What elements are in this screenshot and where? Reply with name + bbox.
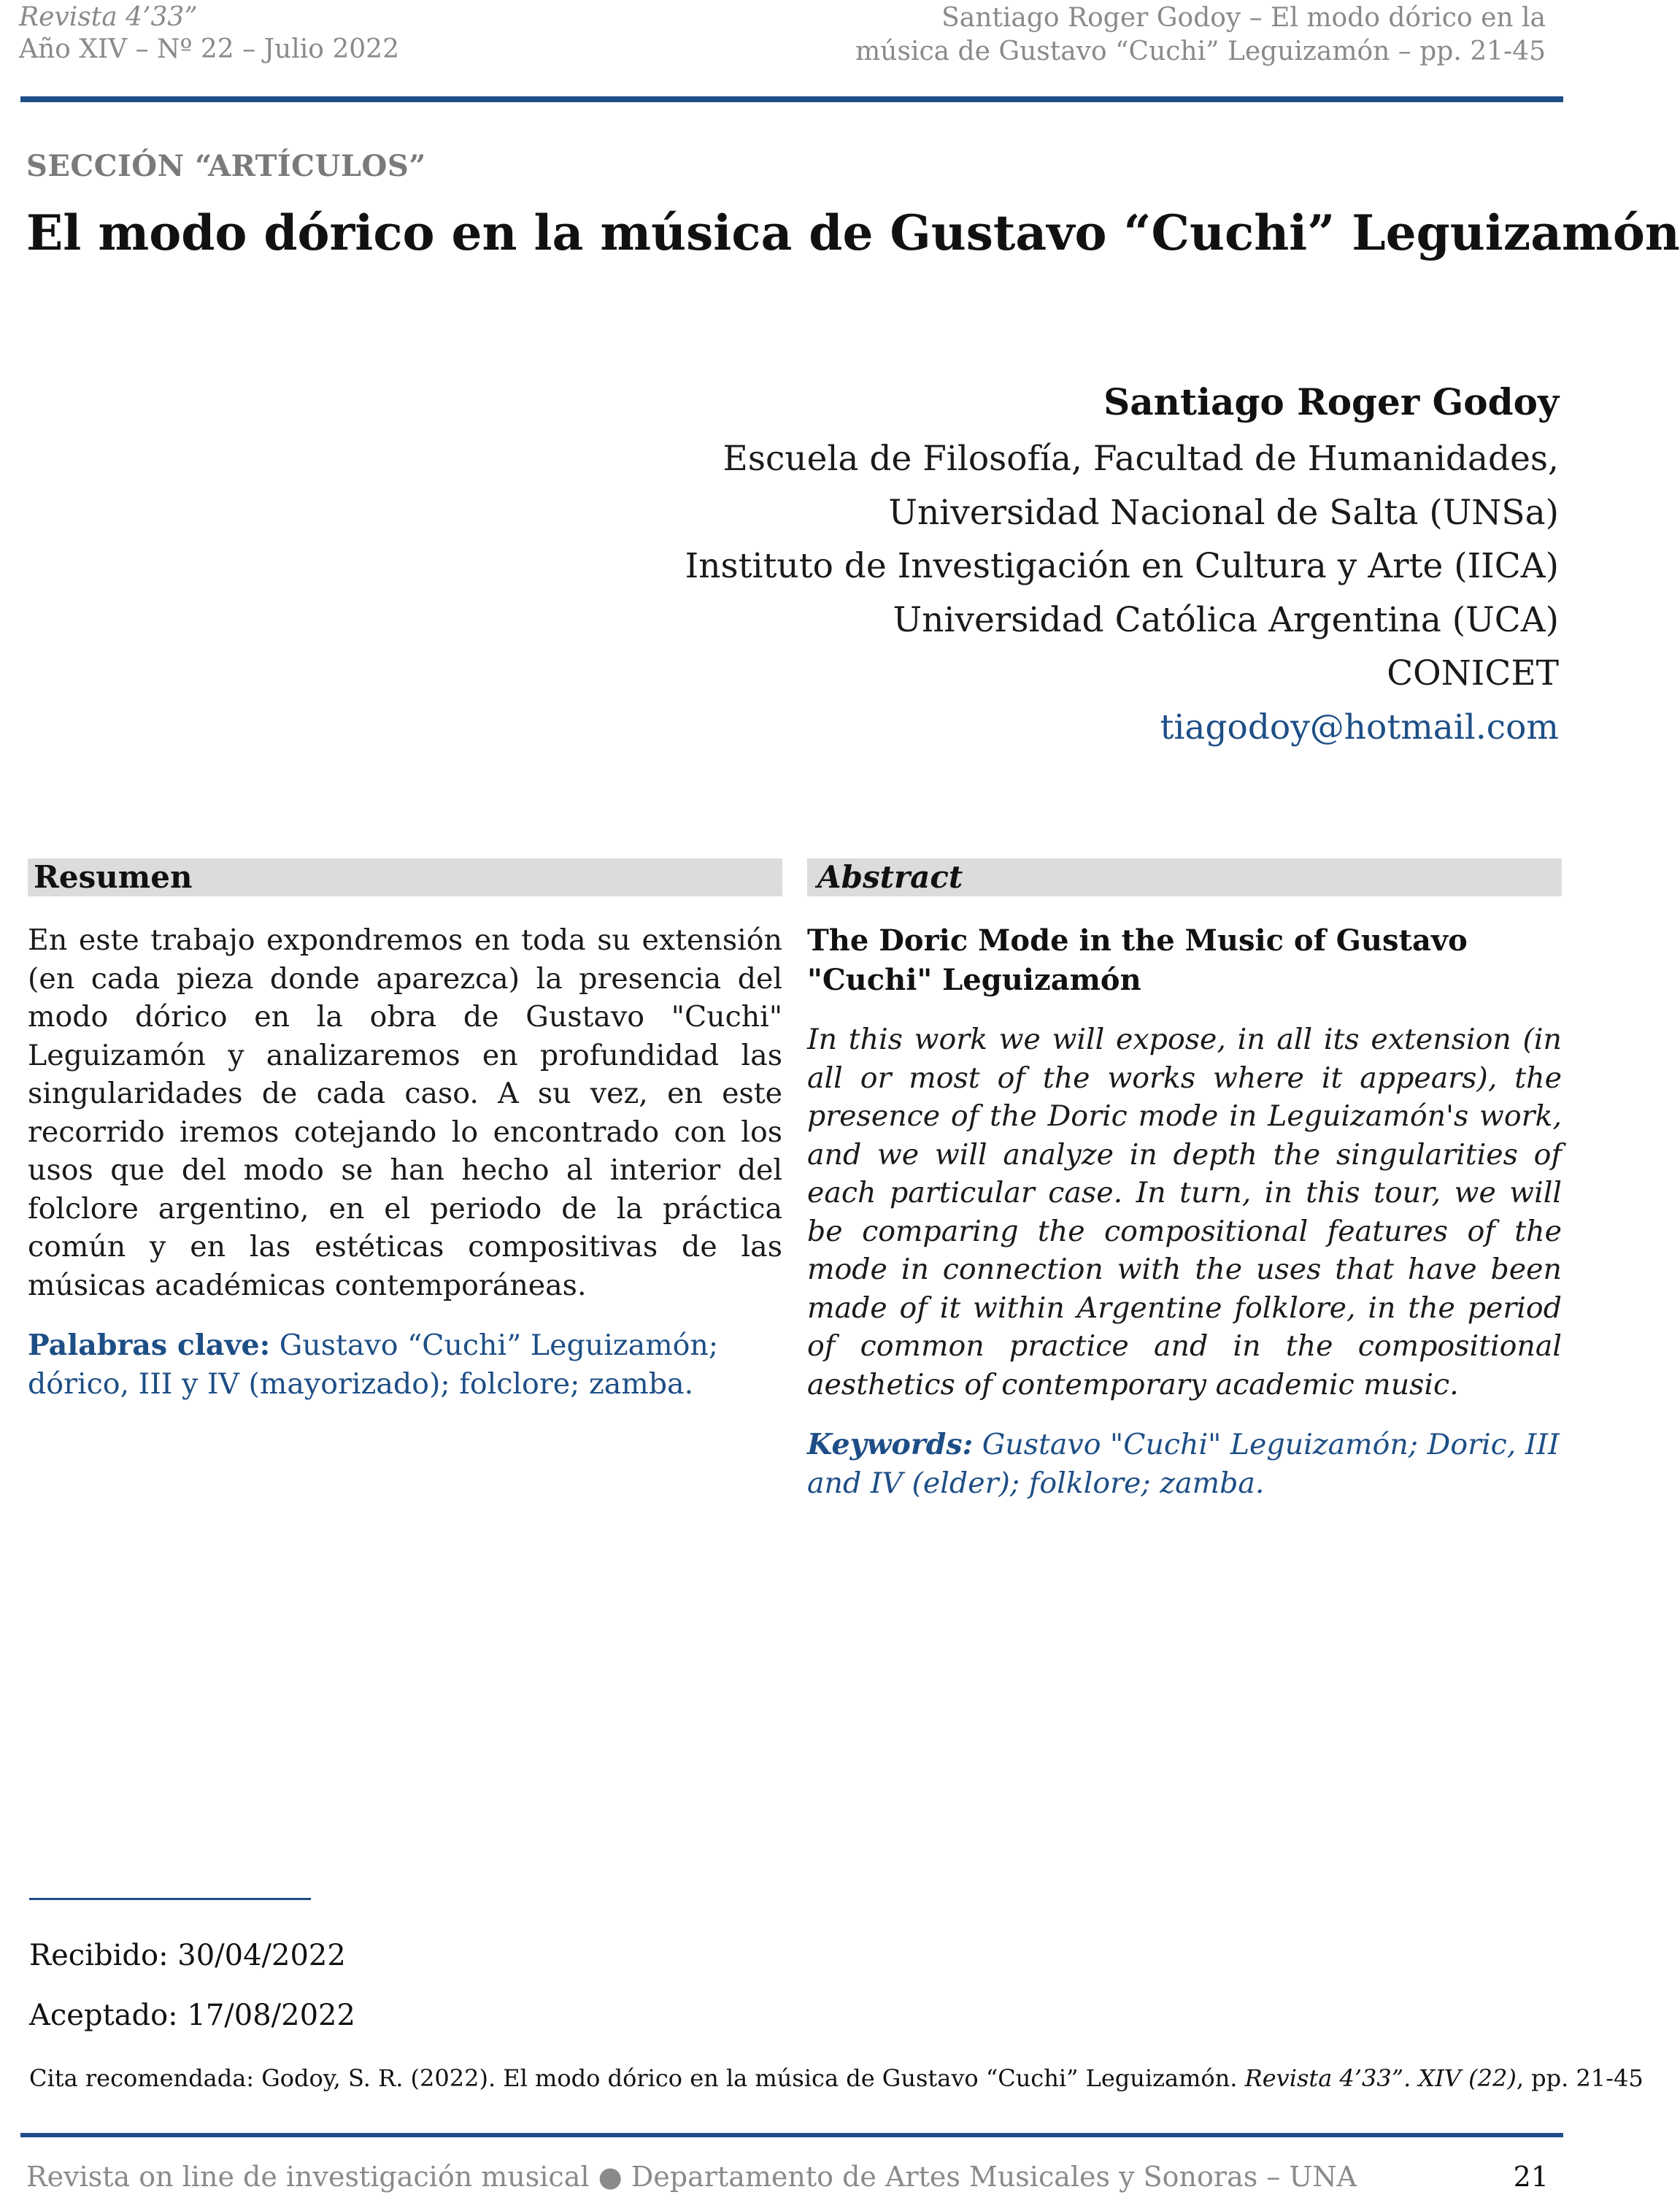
author-name: Santiago Roger Godoy <box>1103 380 1559 423</box>
citation-prefix: Cita recomendada: Godoy, S. R. (2022). El modo dórico en la música de Gustavo “Cuchi” Leguizamón. <box>29 2064 1238 2092</box>
received-date: Recibido: 30/04/2022 <box>29 1939 346 1972</box>
journal-name: Revista 4’33” <box>19 2 198 32</box>
article-title: El modo dórico en la música de Gustavo “Cuchi” Leguizamón <box>26 204 1680 261</box>
page-number: 21 <box>1513 2161 1549 2193</box>
abstract-column <box>807 858 1562 1502</box>
affiliation-line: Universidad Católica Argentina (UCA) <box>893 599 1559 640</box>
section-label: SECCIÓN “ARTÍCULOS” <box>26 149 426 183</box>
resumen-body: En este trabajo expondremos en toda su extensión (en cada pieza donde aparezca) la presencia del modo dórico en la obra de Gustavo "Cuchi" Leguizamón y analizaremos en profundidad las singularidades de cada caso. A su vez, en este recorrido iremos cotejando lo encontrado con los usos que del modo se han hecho al interior del folclore argentino, en el periodo de la práctica común y en las estéticas compositivas de las músicas académicas contemporáneas. <box>28 923 782 1302</box>
affiliation-line: Escuela de Filosofía, Facultad de Humanidades, <box>723 439 1559 479</box>
article-ref-line-2: música de Gustavo “Cuchi” Leguizamón – pp. 21-45 <box>855 36 1546 66</box>
keywords-label: Keywords: <box>807 1428 974 1461</box>
citation-source: Revista 4’33”. XIV (22) <box>1244 2064 1517 2092</box>
running-header-right <box>816 1 1546 69</box>
footer-divider <box>20 2133 1563 2137</box>
footer-text: Revista on line de investigación musical ● Departamento de Artes Musicales y Sonoras – UNA <box>26 2161 1357 2193</box>
header-divider <box>20 96 1563 102</box>
abstract-keywords <box>807 1426 1562 1502</box>
abstract-heading: Abstract <box>807 858 1562 896</box>
abstract-title: The Doric Mode in the Music of Gustavo "Cuchi" Leguizamón <box>807 923 1468 997</box>
affiliation-line: Universidad Nacional de Salta (UNSa) <box>888 492 1559 533</box>
abstract-body: In this work we will expose, in all its extension (in all or most of the works where it appears), the presence of the Doric mode in Leguizamón's work, and we will analyze in depth the singularities of each particular case. In turn, in this tour, we will be comparing the compositional features of the mode in connection with the uses that have been made of it within Argentine folklore, in the period of common practice and in the compositional aesthetics of contemporary academic music. <box>807 1023 1562 1402</box>
author-block <box>537 372 1559 754</box>
issue-info: Año XIV – Nº 22 – Julio 2022 <box>19 34 399 64</box>
running-header-left <box>19 1 399 66</box>
author-email-link[interactable]: tiagodoy@hotmail.com <box>1160 707 1559 747</box>
recommended-citation <box>29 2064 1644 2092</box>
keywords-label: Palabras clave: <box>28 1329 271 1362</box>
keywords-list: Gustavo "Cuchi" Leguizamón; Doric, III and IV (elder); folklore; zamba. <box>807 1428 1560 1500</box>
resumen-heading: Resumen <box>28 858 782 896</box>
citation-pages: , pp. 21-45 <box>1516 2064 1644 2092</box>
affiliation-line: CONICET <box>1387 653 1559 693</box>
article-ref-line-1: Santiago Roger Godoy – El modo dórico en la <box>941 3 1546 33</box>
accepted-date: Aceptado: 17/08/2022 <box>29 1999 355 2032</box>
affiliation-line: Instituto de Investigación en Cultura y Arte (IICA) <box>685 546 1559 586</box>
keywords-list: Gustavo “Cuchi” Leguizamón; dórico, III y IV (mayorizado); folclore; zamba. <box>28 1329 719 1401</box>
resumen-keywords <box>28 1326 782 1403</box>
footnote-divider <box>29 1898 311 1900</box>
resumen-column <box>28 858 782 1403</box>
